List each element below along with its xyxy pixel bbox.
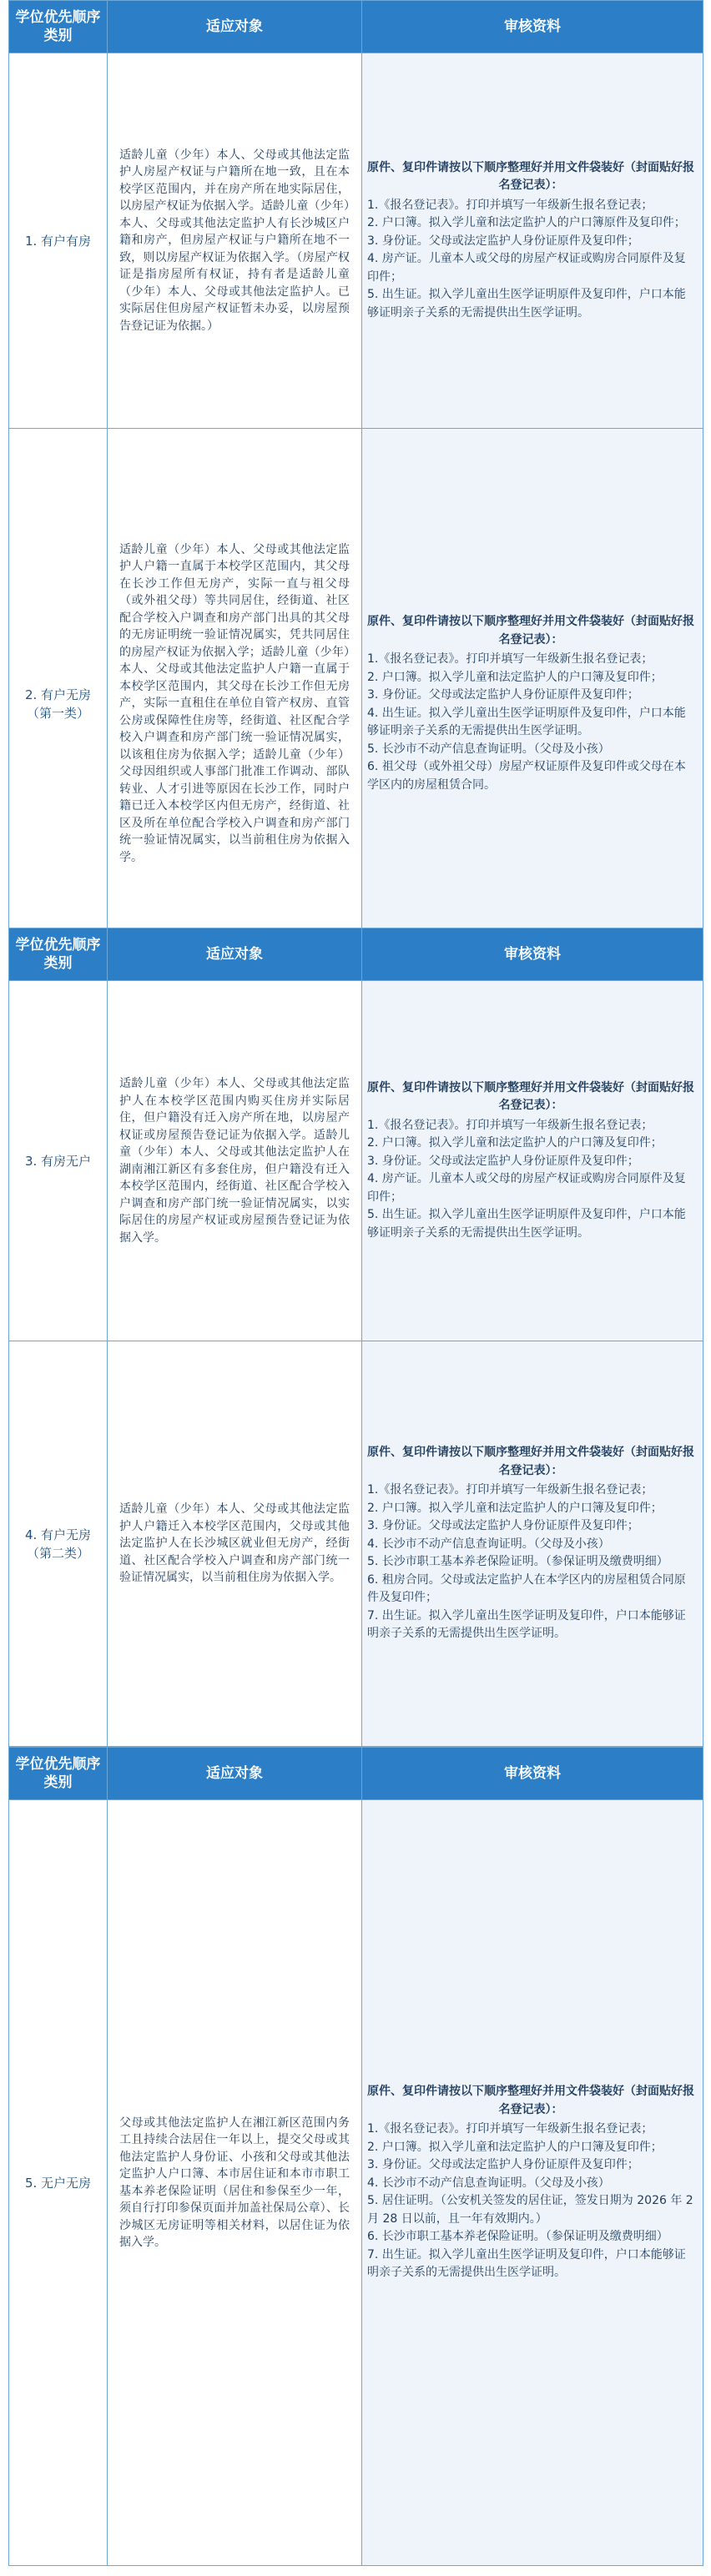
header-target: 适应对象 — [108, 1, 362, 53]
review-item: 4. 长沙市不动产信息查询证明。（父母及小孩） — [367, 1537, 610, 1551]
header-category: 学位优先顺序类别 — [9, 1748, 108, 1800]
category-cell: 5. 无户无房 — [9, 1800, 108, 2566]
review-item: 6. 长沙市职工基本养老保险证明。（参保证明及缴费明细） — [367, 2230, 668, 2244]
review-intro: 原件、复印件请按以下顺序整理好并用文件袋装好（封面贴好报名登记表）： — [367, 615, 694, 647]
review-cell — [362, 981, 703, 1341]
header-review: 审核资料 — [362, 1, 703, 53]
category-row — [9, 1341, 703, 1747]
review-intro: 原件、复印件请按以下顺序整理好并用文件袋装好（封面贴好报名登记表）： — [367, 1080, 694, 1113]
category-cell: 2. 有户无房（第一类） — [9, 429, 108, 979]
category-row — [9, 981, 703, 1341]
header-review: 审核资料 — [362, 1748, 703, 1800]
review-item: 1.《报名登记表》。打印并填写一年级新生报名登记表； — [367, 652, 653, 666]
review-item: 1.《报名登记表》。打印并填写一年级新生报名登记表； — [367, 1118, 653, 1132]
review-item: 3. 身份证。父母或法定监护人身份证原件及复印件； — [367, 1154, 639, 1168]
review-item: 3. 身份证。父母或法定监护人身份证原件及复印件； — [367, 234, 639, 248]
review-cell — [362, 1341, 703, 1747]
review-cell — [362, 53, 703, 429]
review-item: 4. 房产证。儿童本人或父母的房屋产权证或购房合同原件及复印件； — [367, 1172, 686, 1204]
review-item: 5. 长沙市职工基本养老保险证明。（参保证明及缴费明细） — [367, 1555, 668, 1569]
requirements-table-2 — [8, 928, 703, 1747]
review-item: 2. 户口簿。拟入学儿童和法定监护人的户口簿及复印件； — [367, 1501, 663, 1515]
review-item: 1.《报名登记表》。打印并填写一年级新生报名登记表； — [367, 2122, 653, 2136]
review-item: 5. 居住证明。（公安机关签发的居住证，签发日期为 2026 年 2 月 28 日以前，且一年有效期内。） — [367, 2194, 693, 2226]
review-item: 5. 出生证。拟入学儿童出生医学证明原件及复印件，户口本能够证明亲子关系的无需提供出生医学证明。 — [367, 1208, 686, 1240]
review-intro: 原件、复印件请按以下顺序整理好并用文件袋装好（封面贴好报名登记表）： — [367, 160, 694, 193]
header-row — [9, 928, 703, 981]
review-item: 2. 户口簿。拟入学儿童和法定监护人的户口簿原件及复印件； — [367, 216, 686, 230]
review-item: 4. 长沙市不动产信息查询证明。（父母及小孩） — [367, 2176, 610, 2190]
review-item: 7. 出生证。拟入学儿童出生医学证明及复印件，户口本能够证明亲子关系的无需提供出生医学证明。 — [367, 1608, 686, 1641]
category-cell: 1. 有户有房 — [9, 53, 108, 429]
header-target: 适应对象 — [108, 928, 362, 981]
review-item: 6. 祖父母（或外祖父母）房屋产权证原件及复印件或父母在本学区内的房屋租赁合同。 — [367, 760, 686, 792]
header-category: 学位优先顺序类别 — [9, 1, 108, 53]
review-item: 2. 户口簿。拟入学儿童和法定监护人的户口簿及复印件； — [367, 2140, 663, 2154]
header-row — [9, 1, 703, 53]
review-item: 5. 出生证。拟入学儿童出生医学证明原件及复印件，户口本能够证明亲子关系的无需提供出生医学证明。 — [367, 288, 686, 319]
category-row — [9, 429, 703, 979]
review-item: 2. 户口簿。拟入学儿童和法定监护人的户口簿及复印件； — [367, 1136, 663, 1150]
review-item: 6. 租房合同。父母或法定监护人在本学区内的房屋租赁合同原件及复印件； — [367, 1572, 686, 1605]
header-category: 学位优先顺序类别 — [9, 928, 108, 981]
review-item: 7. 出生证。拟入学儿童出生医学证明及复印件，户口本能够证明亲子关系的无需提供出生医学证明。 — [367, 2247, 686, 2280]
review-cell — [362, 1800, 703, 2566]
target-cell: 适龄儿童（少年）本人、父母或其他法定监护人户籍迁入本校学区范围内，父母或其他法定监护人在长沙城区就业但无房产，经街道、社区配合学校入户调查和房产部门统一验证情况属实，以当前租住房为依据入学。 — [108, 1341, 362, 1747]
category-cell: 3. 有房无户 — [9, 981, 108, 1341]
review-item: 4. 房产证。儿童本人或父母的房屋产权证或购房合同原件及复印件； — [367, 252, 686, 284]
requirements-table-1 — [8, 0, 703, 979]
review-intro: 原件、复印件请按以下顺序整理好并用文件袋装好（封面贴好报名登记表）： — [367, 2085, 694, 2116]
review-item: 2. 户口簿。拟入学儿童和法定监护人的户口簿及复印件； — [367, 670, 663, 684]
review-item: 1.《报名登记表》。打印并填写一年级新生报名登记表； — [367, 198, 653, 212]
review-item: 1.《报名登记表》。打印并填写一年级新生报名登记表； — [367, 1483, 653, 1497]
category-cell: 4. 有户无房（第二类） — [9, 1341, 108, 1747]
header-review: 审核资料 — [362, 928, 703, 981]
review-intro: 原件、复印件请按以下顺序整理好并用文件袋装好（封面贴好报名登记表）： — [367, 1446, 694, 1477]
review-item: 4. 出生证。拟入学儿童出生医学证明原件及复印件，户口本能够证明亲子关系的无需提供出生医学证明。 — [367, 706, 686, 737]
review-item: 3. 身份证。父母或法定监护人身份证原件及复印件； — [367, 1519, 639, 1533]
target-cell: 父母或其他法定监护人在湘江新区范围内务工且持续合法居住一年以上，提交父母或其他法定监护人身份证、小孩和父母或其他法定监护人户口簿、本市居住证和本市市职工基本养老保险证明（居住和参保至少一年，须自行打印参保页面并加盖社保局公章）、长沙城区无房证明等相关材料，以居住证为依据入学。 — [108, 1800, 362, 2566]
header-row — [9, 1748, 703, 1800]
target-cell: 适龄儿童（少年）本人、父母或其他法定监护人在本校学区范围内购买住房并实际居住，但户籍没有迁入房产所在地，以房屋产权证或房屋预告登记证为依据入学。适龄儿童（少年）本人、父母或其他法定监护人在湖南湘江新区有多套住房，但户籍没有迁入本校学区范围内，经街道、社区配合学校入户调查和房产部门统一验证情况属实，以实际居住的房屋产权证或房屋预告登记证为依据入学。 — [108, 981, 362, 1341]
category-row — [9, 53, 703, 429]
review-item: 3. 身份证。父母或法定监护人身份证原件及复印件； — [367, 688, 639, 702]
category-row — [9, 1800, 703, 2566]
review-item: 5. 长沙市不动产信息查询证明。（父母及小孩） — [367, 742, 610, 756]
target-cell: 适龄儿童（少年）本人、父母或其他法定监护人户籍一直属于本校学区范围内，其父母在长沙工作但无房产，实际一直与祖父母（或外祖父母）等共同居住，经街道、社区配合学校入户调查和房产部门出具的其父母的无房证明统一验证情况属实，凭共同居住的房屋产权证为依据入学；适龄儿童（少年）本人、父母或其他法定监护人户籍一直属于本校学区范围内，其父母在长沙工作但无房产，实际一直租住在单位自管产权房、直管公房或保障性住房等，经街道、社区配合学校入户调查和房产部门统一验证情况属实，以该租住房为依据入学；适龄儿童（少年）父母因组织或人事部门批准工作调动、部队转业、人才引进等原因在长沙工作，同时户籍已迁入本校学区内但无房产，经街道、社区及所在单位配合学校入户调查和房产部门统一验证情况属实，以当前租住房为依据入学。 — [108, 429, 362, 979]
review-item: 3. 身份证。父母或法定监护人身份证原件及复印件； — [367, 2158, 639, 2172]
review-cell — [362, 429, 703, 979]
target-cell: 适龄儿童（少年）本人、父母或其他法定监护人房屋产权证与户籍所在地一致，且在本校学区范围内，并在房产所在地实际居住，以房屋产权证为依据入学。适龄儿童（少年）本人、父母或其他法定监护人有长沙城区户籍和房产，但房屋产权证与户籍所在地不一致，则以房屋产权证为依据入学。（房屋产权证是指房屋所有权证，持有者是适龄儿童（少年）本人、父母或其他法定监护人。已实际居住但房屋产权证暂未办妥，以房屋预告登记证为依据。） — [108, 53, 362, 429]
header-target: 适应对象 — [108, 1748, 362, 1800]
requirements-table-3 — [8, 1747, 703, 2566]
